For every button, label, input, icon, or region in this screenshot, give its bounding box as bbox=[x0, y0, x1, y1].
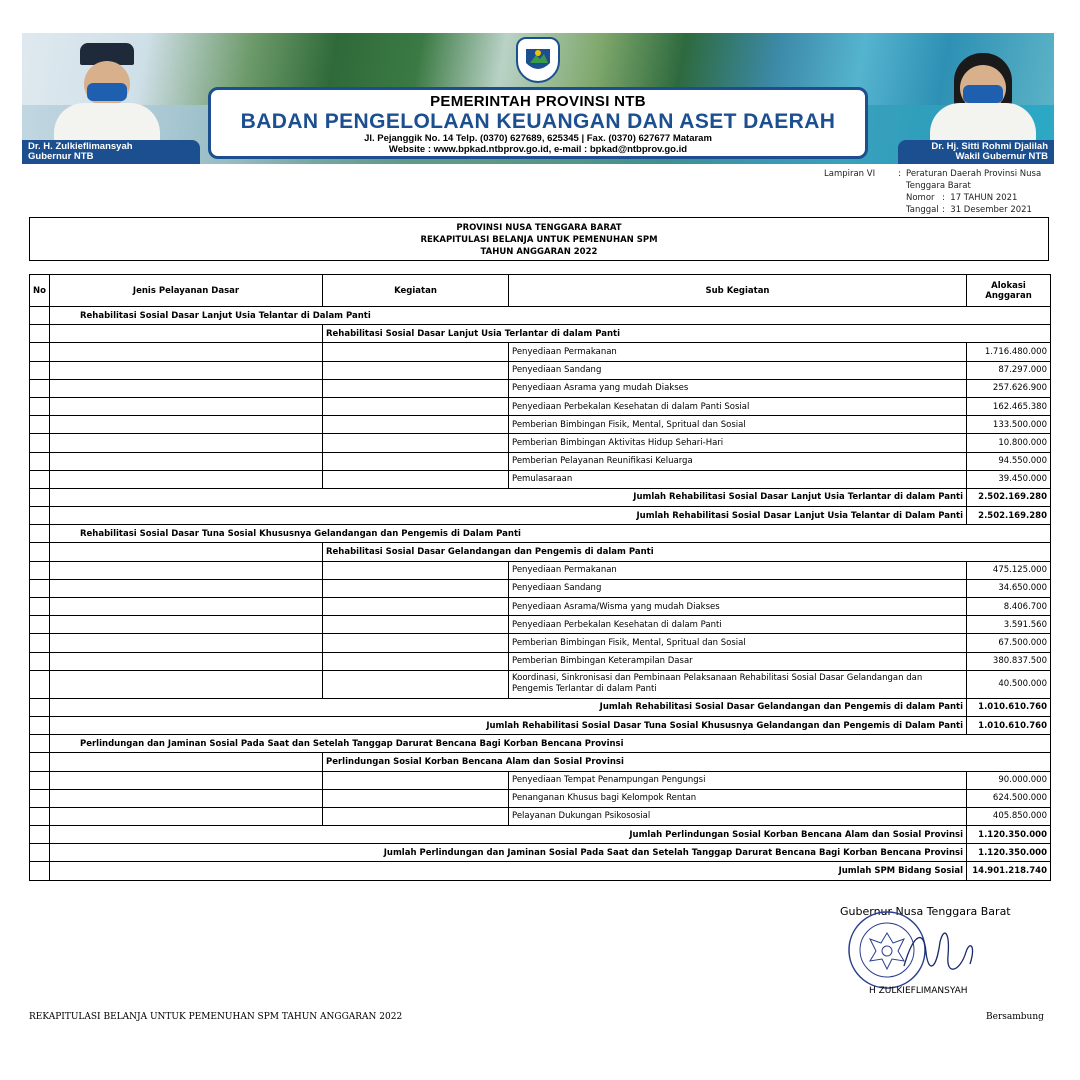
governor-title: Gubernur NTB bbox=[28, 151, 94, 162]
subtotal-value: 2.502.169.280 bbox=[967, 488, 1051, 506]
vice-governor-name: Dr. Hj. Sitti Rohmi Djalilah bbox=[931, 141, 1048, 152]
header-kegiatan: Kegiatan bbox=[323, 275, 509, 307]
table-row bbox=[30, 379, 1051, 397]
doc-title-line-2: REKAPITULASI BELANJA UNTUK PEMENUHAN SPM bbox=[420, 235, 658, 245]
sub-kegiatan-cell: Penyediaan Asrama yang mudah Diakses bbox=[509, 379, 967, 397]
alokasi-cell: 405.850.000 bbox=[967, 807, 1051, 825]
province-logo-icon bbox=[516, 37, 560, 83]
subtotal-label: Jumlah Rehabilitasi Sosial Dasar Tuna Sosial Khususnya Gelandangan dan Pengemis di Dalam Panti bbox=[50, 716, 967, 734]
subtotal-label: Jumlah Rehabilitasi Sosial Dasar Lanjut Usia Terlantar di dalam Panti bbox=[50, 488, 967, 506]
signatory-title: Gubernur Nusa Tenggara Barat bbox=[840, 905, 1011, 918]
subtotal-value: 2.502.169.280 bbox=[967, 507, 1051, 525]
jenis-row bbox=[30, 735, 1051, 753]
nomor-label: Nomor bbox=[906, 193, 935, 203]
table-row bbox=[30, 343, 1051, 361]
table-row bbox=[30, 434, 1051, 452]
table-row bbox=[30, 561, 1051, 579]
sub-kegiatan-cell: Pemberian Pelayanan Reunifikasi Keluarga bbox=[509, 452, 967, 470]
subtotal-row bbox=[30, 716, 1051, 734]
table-row bbox=[30, 771, 1051, 789]
kegiatan-row bbox=[30, 325, 1051, 343]
jenis-row bbox=[30, 307, 1051, 325]
table-row bbox=[30, 579, 1051, 597]
sub-kegiatan-cell: Penyediaan Permakanan bbox=[509, 561, 967, 579]
alokasi-cell: 94.550.000 bbox=[967, 452, 1051, 470]
kegiatan-row bbox=[30, 543, 1051, 561]
sub-kegiatan-cell: Pemberian Bimbingan Keterampilan Dasar bbox=[509, 652, 967, 670]
alokasi-cell: 87.297.000 bbox=[967, 361, 1051, 379]
alokasi-cell: 624.500.000 bbox=[967, 789, 1051, 807]
nomor-value: 17 TAHUN 2021 bbox=[950, 193, 1018, 203]
table-row bbox=[30, 452, 1051, 470]
handwritten-signature-icon bbox=[900, 922, 980, 982]
alokasi-cell: 67.500.000 bbox=[967, 634, 1051, 652]
table-row bbox=[30, 361, 1051, 379]
agency-contact: Website : www.bpkad.ntbprov.go.id, e-mail : bpkad@ntbprov.go.id bbox=[388, 144, 688, 155]
sub-kegiatan-cell: Penyediaan Sandang bbox=[509, 579, 967, 597]
table-row bbox=[30, 652, 1051, 670]
jenis-label: Rehabilitasi Sosial Dasar Tuna Sosial Khususnya Gelandangan dan Pengemis di Dalam Panti bbox=[50, 525, 1051, 543]
alokasi-cell: 257.626.900 bbox=[967, 379, 1051, 397]
governor-name-tag bbox=[22, 140, 200, 164]
header-alokasi: Alokasi Anggaran bbox=[967, 275, 1051, 307]
kegiatan-label: Rehabilitasi Sosial Dasar Lanjut Usia Terlantar di dalam Panti bbox=[323, 325, 1051, 343]
sub-kegiatan-cell: Pemberian Bimbingan Fisik, Mental, Spritual dan Sosial bbox=[509, 634, 967, 652]
alokasi-cell: 90.000.000 bbox=[967, 771, 1051, 789]
subtotal-row bbox=[30, 488, 1051, 506]
jenis-label: Perlindungan dan Jaminan Sosial Pada Saat dan Setelah Tanggap Darurat Bencana Bagi Korban Bencana Provinsi bbox=[50, 735, 1051, 753]
table-row bbox=[30, 470, 1051, 488]
kegiatan-label: Perlindungan Sosial Korban Bencana Alam dan Sosial Provinsi bbox=[323, 753, 1051, 771]
sub-kegiatan-cell: Pemberian Bimbingan Aktivitas Hidup Sehari-Hari bbox=[509, 434, 967, 452]
spm-table bbox=[29, 274, 1051, 881]
subtotal-label: Jumlah Perlindungan Sosial Korban Bencana Alam dan Sosial Provinsi bbox=[50, 826, 967, 844]
sub-kegiatan-cell: Penyediaan Tempat Penampungan Pengungsi bbox=[509, 771, 967, 789]
jenis-label: Rehabilitasi Sosial Dasar Lanjut Usia Telantar di Dalam Panti bbox=[50, 307, 1051, 325]
vice-governor-title: Wakil Gubernur NTB bbox=[955, 151, 1048, 162]
gov-line: PEMERINTAH PROVINSI NTB bbox=[430, 93, 646, 110]
governor-name: Dr. H. Zulkieflimansyah bbox=[28, 141, 133, 152]
agency-address: Jl. Pejanggik No. 14 Telp. (0370) 627689, 625345 | Fax. (0370) 627677 Mataram bbox=[364, 133, 712, 144]
header-sub-kegiatan: Sub Kegiatan bbox=[509, 275, 967, 307]
sub-kegiatan-cell: Koordinasi, Sinkronisasi dan Pembinaan Pelaksanaan Rehabilitasi Sosial Dasar Gelandangan dan Pengemis Terlantar di dalam Panti bbox=[509, 670, 967, 698]
alokasi-cell: 8.406.700 bbox=[967, 598, 1051, 616]
perda-line-2: Tenggara Barat bbox=[906, 181, 971, 191]
footer-title: REKAPITULASI BELANJA UNTUK PEMENUHAN SPM TAHUN ANGGARAN 2022 bbox=[29, 1012, 403, 1022]
table-row bbox=[30, 616, 1051, 634]
alokasi-cell: 40.500.000 bbox=[967, 670, 1051, 698]
subtotal-value: 1.120.350.000 bbox=[967, 844, 1051, 862]
table-row bbox=[30, 634, 1051, 652]
grand-total-value: 14.901.218.740 bbox=[967, 862, 1051, 880]
table-row bbox=[30, 598, 1051, 616]
subtotal-value: 1.010.610.760 bbox=[967, 716, 1051, 734]
alokasi-cell: 10.800.000 bbox=[967, 434, 1051, 452]
sub-kegiatan-cell: Penanganan Khusus bagi Kelompok Rentan bbox=[509, 789, 967, 807]
alokasi-cell: 34.650.000 bbox=[967, 579, 1051, 597]
agency-name: BADAN PENGELOLAAN KEUANGAN DAN ASET DAERAH bbox=[240, 110, 836, 133]
subtotal-value: 1.120.350.000 bbox=[967, 826, 1051, 844]
kegiatan-label: Rehabilitasi Sosial Dasar Gelandangan dan Pengemis di dalam Panti bbox=[323, 543, 1051, 561]
alokasi-cell: 133.500.000 bbox=[967, 416, 1051, 434]
header-no: No bbox=[30, 275, 50, 307]
subtotal-row bbox=[30, 826, 1051, 844]
grand-total-label: Jumlah SPM Bidang Sosial bbox=[50, 862, 967, 880]
sub-kegiatan-cell: Pemulasaraan bbox=[509, 470, 967, 488]
grand-total-row bbox=[30, 862, 1051, 880]
tanggal-value: 31 Desember 2021 bbox=[950, 205, 1032, 215]
governor-photo bbox=[32, 39, 182, 143]
continued-note: Bersambung bbox=[986, 1012, 1044, 1022]
alokasi-cell: 475.125.000 bbox=[967, 561, 1051, 579]
vice-governor-name-tag bbox=[898, 140, 1054, 164]
sub-kegiatan-cell: Pelayanan Dukungan Psikososial bbox=[509, 807, 967, 825]
table-row bbox=[30, 416, 1051, 434]
header-jenis: Jenis Pelayanan Dasar bbox=[50, 275, 323, 307]
table-row bbox=[30, 789, 1051, 807]
header-banner bbox=[22, 33, 1054, 164]
kegiatan-row bbox=[30, 753, 1051, 771]
table-row bbox=[30, 397, 1051, 415]
lampiran-block: Lampiran VI : Peraturan Daerah Provinsi Nusa Tenggara Barat Nomor : 17 TAHUN 2021 Tanggal : 31 Desember 2021 bbox=[824, 168, 1046, 216]
sub-kegiatan-cell: Pemberian Bimbingan Fisik, Mental, Spritual dan Sosial bbox=[509, 416, 967, 434]
doc-title-line-3: TAHUN ANGGARAN 2022 bbox=[480, 247, 598, 257]
sub-kegiatan-cell: Penyediaan Sandang bbox=[509, 361, 967, 379]
subtotal-label: Jumlah Perlindungan dan Jaminan Sosial Pada Saat dan Setelah Tanggap Darurat Bencana Bagi Korban Bencana Provinsi bbox=[50, 844, 967, 862]
sub-kegiatan-cell: Penyediaan Asrama/Wisma yang mudah Diakses bbox=[509, 598, 967, 616]
signatory-name: H ZULKIEFLIMANSYAH bbox=[869, 986, 968, 996]
table-header-row bbox=[30, 275, 1051, 307]
alokasi-cell: 1.716.480.000 bbox=[967, 343, 1051, 361]
alokasi-cell: 3.591.560 bbox=[967, 616, 1051, 634]
alokasi-cell: 380.837.500 bbox=[967, 652, 1051, 670]
table-row bbox=[30, 670, 1051, 698]
subtotal-row bbox=[30, 698, 1051, 716]
lampiran-label: Lampiran VI bbox=[824, 169, 876, 179]
sub-kegiatan-cell: Penyediaan Perbekalan Kesehatan di dalam Panti bbox=[509, 616, 967, 634]
agency-title-box bbox=[208, 87, 868, 159]
subtotal-label: Jumlah Rehabilitasi Sosial Dasar Gelandangan dan Pengemis di dalam Panti bbox=[50, 698, 967, 716]
subtotal-row bbox=[30, 507, 1051, 525]
sub-kegiatan-cell: Penyediaan Permakanan bbox=[509, 343, 967, 361]
subtotal-row bbox=[30, 844, 1051, 862]
table-row bbox=[30, 807, 1051, 825]
sub-kegiatan-cell: Penyediaan Perbekalan Kesehatan di dalam Panti Sosial bbox=[509, 397, 967, 415]
document-title-box bbox=[29, 217, 1049, 261]
subtotal-value: 1.010.610.760 bbox=[967, 698, 1051, 716]
subtotal-label: Jumlah Rehabilitasi Sosial Dasar Lanjut Usia Telantar di Dalam Panti bbox=[50, 507, 967, 525]
tanggal-label: Tanggal bbox=[906, 205, 939, 215]
vice-governor-photo bbox=[908, 39, 1054, 143]
doc-title-line-1: PROVINSI NUSA TENGGARA BARAT bbox=[456, 223, 622, 233]
jenis-row bbox=[30, 525, 1051, 543]
alokasi-cell: 39.450.000 bbox=[967, 470, 1051, 488]
alokasi-cell: 162.465.380 bbox=[967, 397, 1051, 415]
perda-line-1: Peraturan Daerah Provinsi Nusa bbox=[906, 169, 1042, 179]
